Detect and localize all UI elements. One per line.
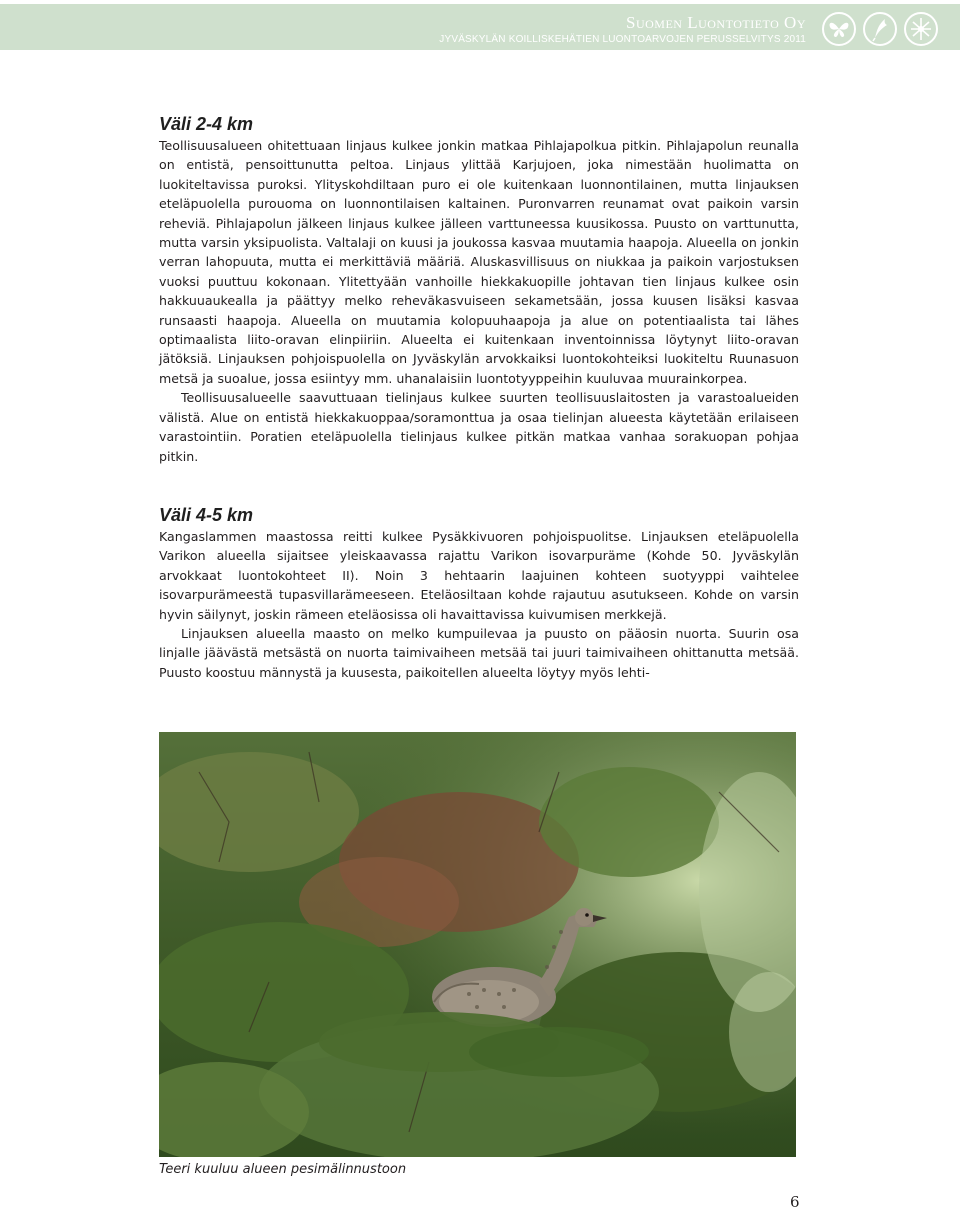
header-band <box>0 4 960 50</box>
paragraph: Kangaslammen maastossa reitti kulkee Pysäkkivuoren pohjoispuolitse. Linjauksen eteläpuolella Varikon alueella sijaitsee yleiskaavassa rajattu Varikon isovarpuräme (Kohde 50. Jyväskylän arvokkaat luontokohteet II). Noin 3 hehtaarin laajuinen kohteen suotyyppi vaihtelee isovarpurämeestä tupasvillarämeeseen. Eteläosiltaan kohde rajautuu asutukseen. Kohde on varsin hyvin säilynyt, joskin rämeen eteläosissa oli havaittavissa kuivumisen merkkejä. <box>159 529 799 622</box>
bird-icon <box>863 12 897 46</box>
butterfly-icon <box>822 12 856 46</box>
paragraph: Linjauksen alueella maasto on melko kumpuilevaa ja puusto on pääosin nuorta. Suurin osa linjalle jäävästä metsästä on nuorta taimivaiheen metsää tai juuri taimivaiheen ohittanutta metsää. Puusto koostuu männystä ja kuusesta, paikoitellen alueelta löytyy myös lehti- <box>159 626 799 680</box>
photo-illustration <box>159 732 796 1157</box>
section-body <box>159 527 799 682</box>
organization-name: Suomen Luontotieto Oy <box>626 13 806 32</box>
plant-icon <box>904 12 938 46</box>
photo-caption: Teeri kuuluu alueen pesimälinnustoon <box>159 1162 407 1177</box>
report-title: JYVÄSKYLÄN KOILLISKEHÄTIEN LUONTOARVOJEN PERUSSELVITYS 2011 <box>439 34 806 45</box>
paragraph: Teollisuusalueelle saavuttuaan tielinjaus kulkee suurten teollisuuslaitosten ja varastoalueiden välistä. Alue on entistä hiekkakuoppaa/soramonttua ja osaa tielinjan alueesta käytetään erilaiseen varastointiin. Poratien eteläpuolella tielinjaus kulkee pitkän matkaa vanhaa sorakuopan pohjaa pitkin. <box>159 390 799 464</box>
page-number: 6 <box>790 1193 800 1211</box>
section-body <box>159 136 799 466</box>
paragraph: Teollisuusalueen ohitettuaan linjaus kulkee jonkin matkaa Pihlajapolkua pitkin. Pihlajapolun reunalla on entistä, pensoittunutta peltoa. Linjaus ylittää Karjujoen, joka nimestään huolimatta on luokiteltavissa puroksi. Ylityskohdiltaan puro ei ole kuitenkaan luonnontilainen, mutta linjauksen eteläpuolella purouoma on luonnontilaisen kaltainen. Puronvarren reunamat ovat paikoin varsin reheviä. Pihlajapolun jälkeen linjaus kulkee jälleen varttuneessa kuusikossa. Puusto on varttunutta, mutta varsin yksipuolista. Valtalaji on kuusi ja joukossa kasvaa muutamia haapoja. Alueella on jonkin verran lahopuuta, mutta ei merkittäviä määriä. Aluskasvillisuus on niukkaa ja paikoin varjostuksen vuoksi puuttuu kokonaan. Ylitettyään vanhoille hiekkakuopille johtavan tien linjaus kulkee osin hakkuuaukealla ja päättyy melko reheväkasvuiseen sekametsään, jossa kuusen lisäksi kasvaa runsaasti haapoja. Alueella on muutamia kolopuuhaapoja ja alue on potentiaalista tai lähes optimaalista liito-oravan elinpiiriin. Alueelta ei kuitenkaan inventoinnissa löytynyt liito-oravan jätöksiä. Linjauksen pohjoispuolella on Jyväskylän arvokkaiksi luontokohteiksi luokiteltu Ruunasuon metsä ja suoalue, jossa esiintyy mm. uhanalaisiin luontotyyppeihin kuuluvaa muurainkorpea. <box>159 138 799 386</box>
black-grouse-photo <box>159 732 796 1157</box>
section-title: Väli 4-5 km <box>159 505 254 525</box>
section-title: Väli 2-4 km <box>159 114 254 134</box>
